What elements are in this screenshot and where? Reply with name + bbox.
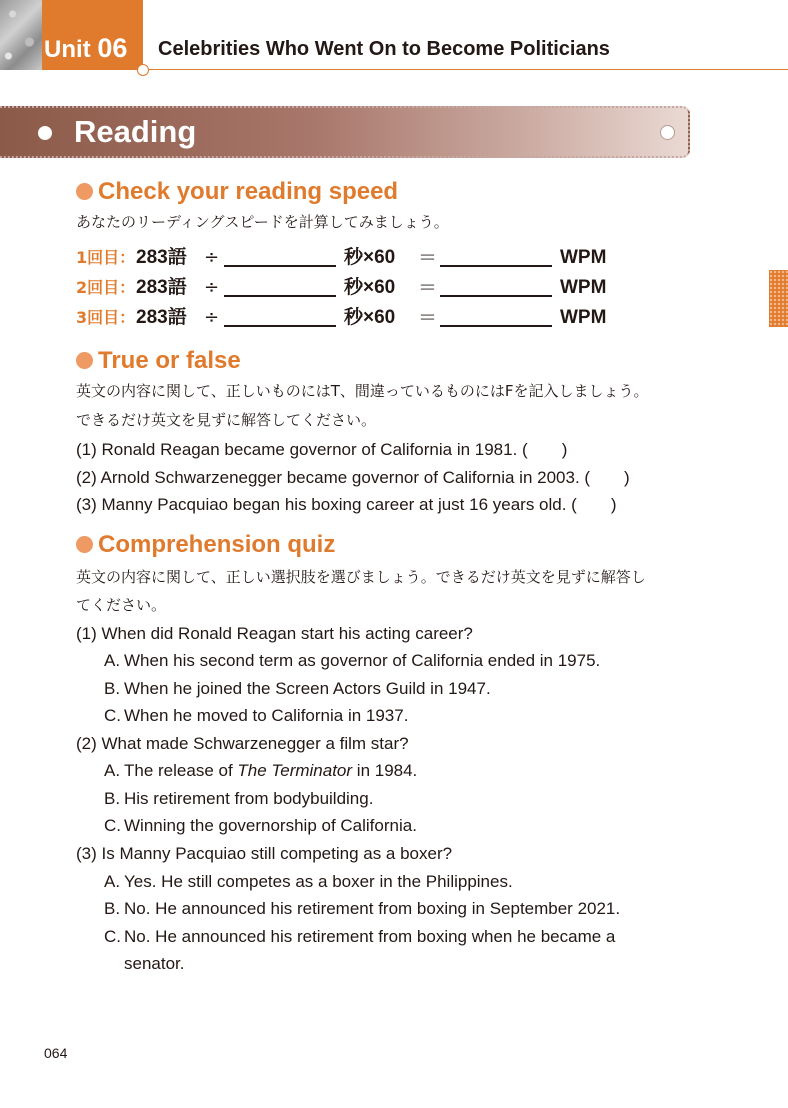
true-false-instruction-1: 英文の内容に関して、正しいものにはT、間違っているものにはFを記入しましょう。 xyxy=(76,382,649,400)
wpm-unit: WPM xyxy=(560,277,607,298)
option-letter: C. xyxy=(104,706,121,725)
wpm-blank[interactable] xyxy=(440,325,552,327)
side-tab-marker xyxy=(769,270,788,327)
option-text: Yes. He still competes as a boxer in the Philippines. xyxy=(124,872,513,891)
quiz-option xyxy=(104,760,417,782)
round-label: 2回目： xyxy=(76,278,136,297)
equals-sign: ＝ xyxy=(418,247,438,269)
quiz-option xyxy=(104,705,408,727)
option-letter: B. xyxy=(104,789,121,808)
option-letter: A. xyxy=(104,651,121,670)
seconds-blank[interactable] xyxy=(224,295,336,297)
speed-instruction: あなたのリーディングスピードを計算してみましょう。 xyxy=(76,213,449,231)
quiz-option xyxy=(104,678,491,700)
quiz-option xyxy=(104,871,513,893)
option-letter: B. xyxy=(104,899,121,918)
quiz-heading: Comprehension quiz xyxy=(98,531,336,558)
quiz-instruction-2: てください。 xyxy=(76,596,167,614)
wpm-unit: WPM xyxy=(560,307,607,328)
reading-bullet-icon xyxy=(38,126,52,140)
reading-end-circle-icon xyxy=(660,125,675,140)
divide-sign: ÷ xyxy=(204,277,220,298)
option-text: When his second term as governor of California ended in 1975. xyxy=(124,651,601,670)
quiz-instruction-1: 英文の内容に関して、正しい選択肢を選びましょう。できるだけ英文を見ずに解答し xyxy=(76,568,646,586)
true-false-item: (3) Manny Pacquiao began his boxing career at just 16 years old. ( ) xyxy=(76,495,617,514)
round-label: 1回目： xyxy=(76,248,136,267)
seconds-blank[interactable] xyxy=(224,325,336,327)
true-false-instruction-2: できるだけ英文を見ずに解答してください。 xyxy=(76,411,377,429)
quiz-option xyxy=(104,788,373,810)
option-text-continuation: senator. xyxy=(124,954,185,973)
option-text: in 1984. xyxy=(352,761,418,780)
speed-heading: Check your reading speed xyxy=(98,178,399,205)
quiz-option xyxy=(104,650,600,672)
true-false-item: (2) Arnold Schwarzenegger became governor of California in 2003. ( ) xyxy=(76,468,630,487)
quiz-option xyxy=(104,926,615,948)
unit-label xyxy=(44,34,127,64)
page-number: 064 xyxy=(44,1045,68,1061)
quiz-question: (2) What made Schwarzenegger a film star? xyxy=(76,734,409,753)
true-false-item: (1) Ronald Reagan became governor of California in 1981. ( ) xyxy=(76,440,568,459)
option-letter: B. xyxy=(104,679,121,698)
quiz-option xyxy=(104,898,620,920)
round-label: 3回目： xyxy=(76,308,136,327)
word-count: 283語 xyxy=(136,307,187,328)
option-text: Winning the governorship of California. xyxy=(124,816,417,835)
wpm-blank[interactable] xyxy=(440,295,552,297)
quiz-question: (1) When did Ronald Reagan start his acting career? xyxy=(76,624,473,643)
unit-word: Unit xyxy=(44,36,91,63)
option-text: The release of xyxy=(124,761,238,780)
divide-sign: ÷ xyxy=(204,307,220,328)
unit-photo-texture xyxy=(0,0,42,70)
option-letter: A. xyxy=(104,872,121,891)
speed-row xyxy=(76,245,636,271)
option-text: No. He announced his retirement from boxing when he became a xyxy=(124,927,616,946)
seconds-blank[interactable] xyxy=(224,265,336,267)
word-count: 283語 xyxy=(136,277,187,298)
word-count: 283語 xyxy=(136,247,187,268)
unit-badge xyxy=(0,0,143,70)
option-text: When he moved to California in 1937. xyxy=(124,706,409,725)
section-bullet-icon xyxy=(76,183,93,200)
equals-sign: ＝ xyxy=(418,307,438,329)
option-text: No. He announced his retirement from boxing in September 2021. xyxy=(124,899,621,918)
option-text: When he joined the Screen Actors Guild in 1947. xyxy=(124,679,491,698)
seconds-times-60: 秒×60 xyxy=(344,247,396,268)
speed-row xyxy=(76,305,636,331)
option-text: His retirement from bodybuilding. xyxy=(124,789,374,808)
section-bullet-icon xyxy=(76,536,93,553)
film-title: The Terminator xyxy=(237,761,353,780)
equals-sign: ＝ xyxy=(418,277,438,299)
reading-title: Reading xyxy=(74,114,197,149)
section-bullet-icon xyxy=(76,352,93,369)
header-rule xyxy=(143,69,788,70)
divide-sign: ÷ xyxy=(204,247,220,268)
option-letter: C. xyxy=(104,816,121,835)
quiz-option xyxy=(104,815,417,837)
wpm-blank[interactable] xyxy=(440,265,552,267)
option-letter: C. xyxy=(104,927,121,946)
true-false-heading: True or false xyxy=(98,347,241,374)
page-title: Celebrities Who Went On to Become Politicians xyxy=(158,38,610,60)
wpm-unit: WPM xyxy=(560,247,607,268)
header-dot xyxy=(137,64,149,76)
seconds-times-60: 秒×60 xyxy=(344,307,396,328)
option-letter: A. xyxy=(104,761,121,780)
speed-row xyxy=(76,275,636,301)
unit-number: 06 xyxy=(97,33,128,63)
quiz-question: (3) Is Manny Pacquiao still competing as a boxer? xyxy=(76,844,453,863)
seconds-times-60: 秒×60 xyxy=(344,277,396,298)
